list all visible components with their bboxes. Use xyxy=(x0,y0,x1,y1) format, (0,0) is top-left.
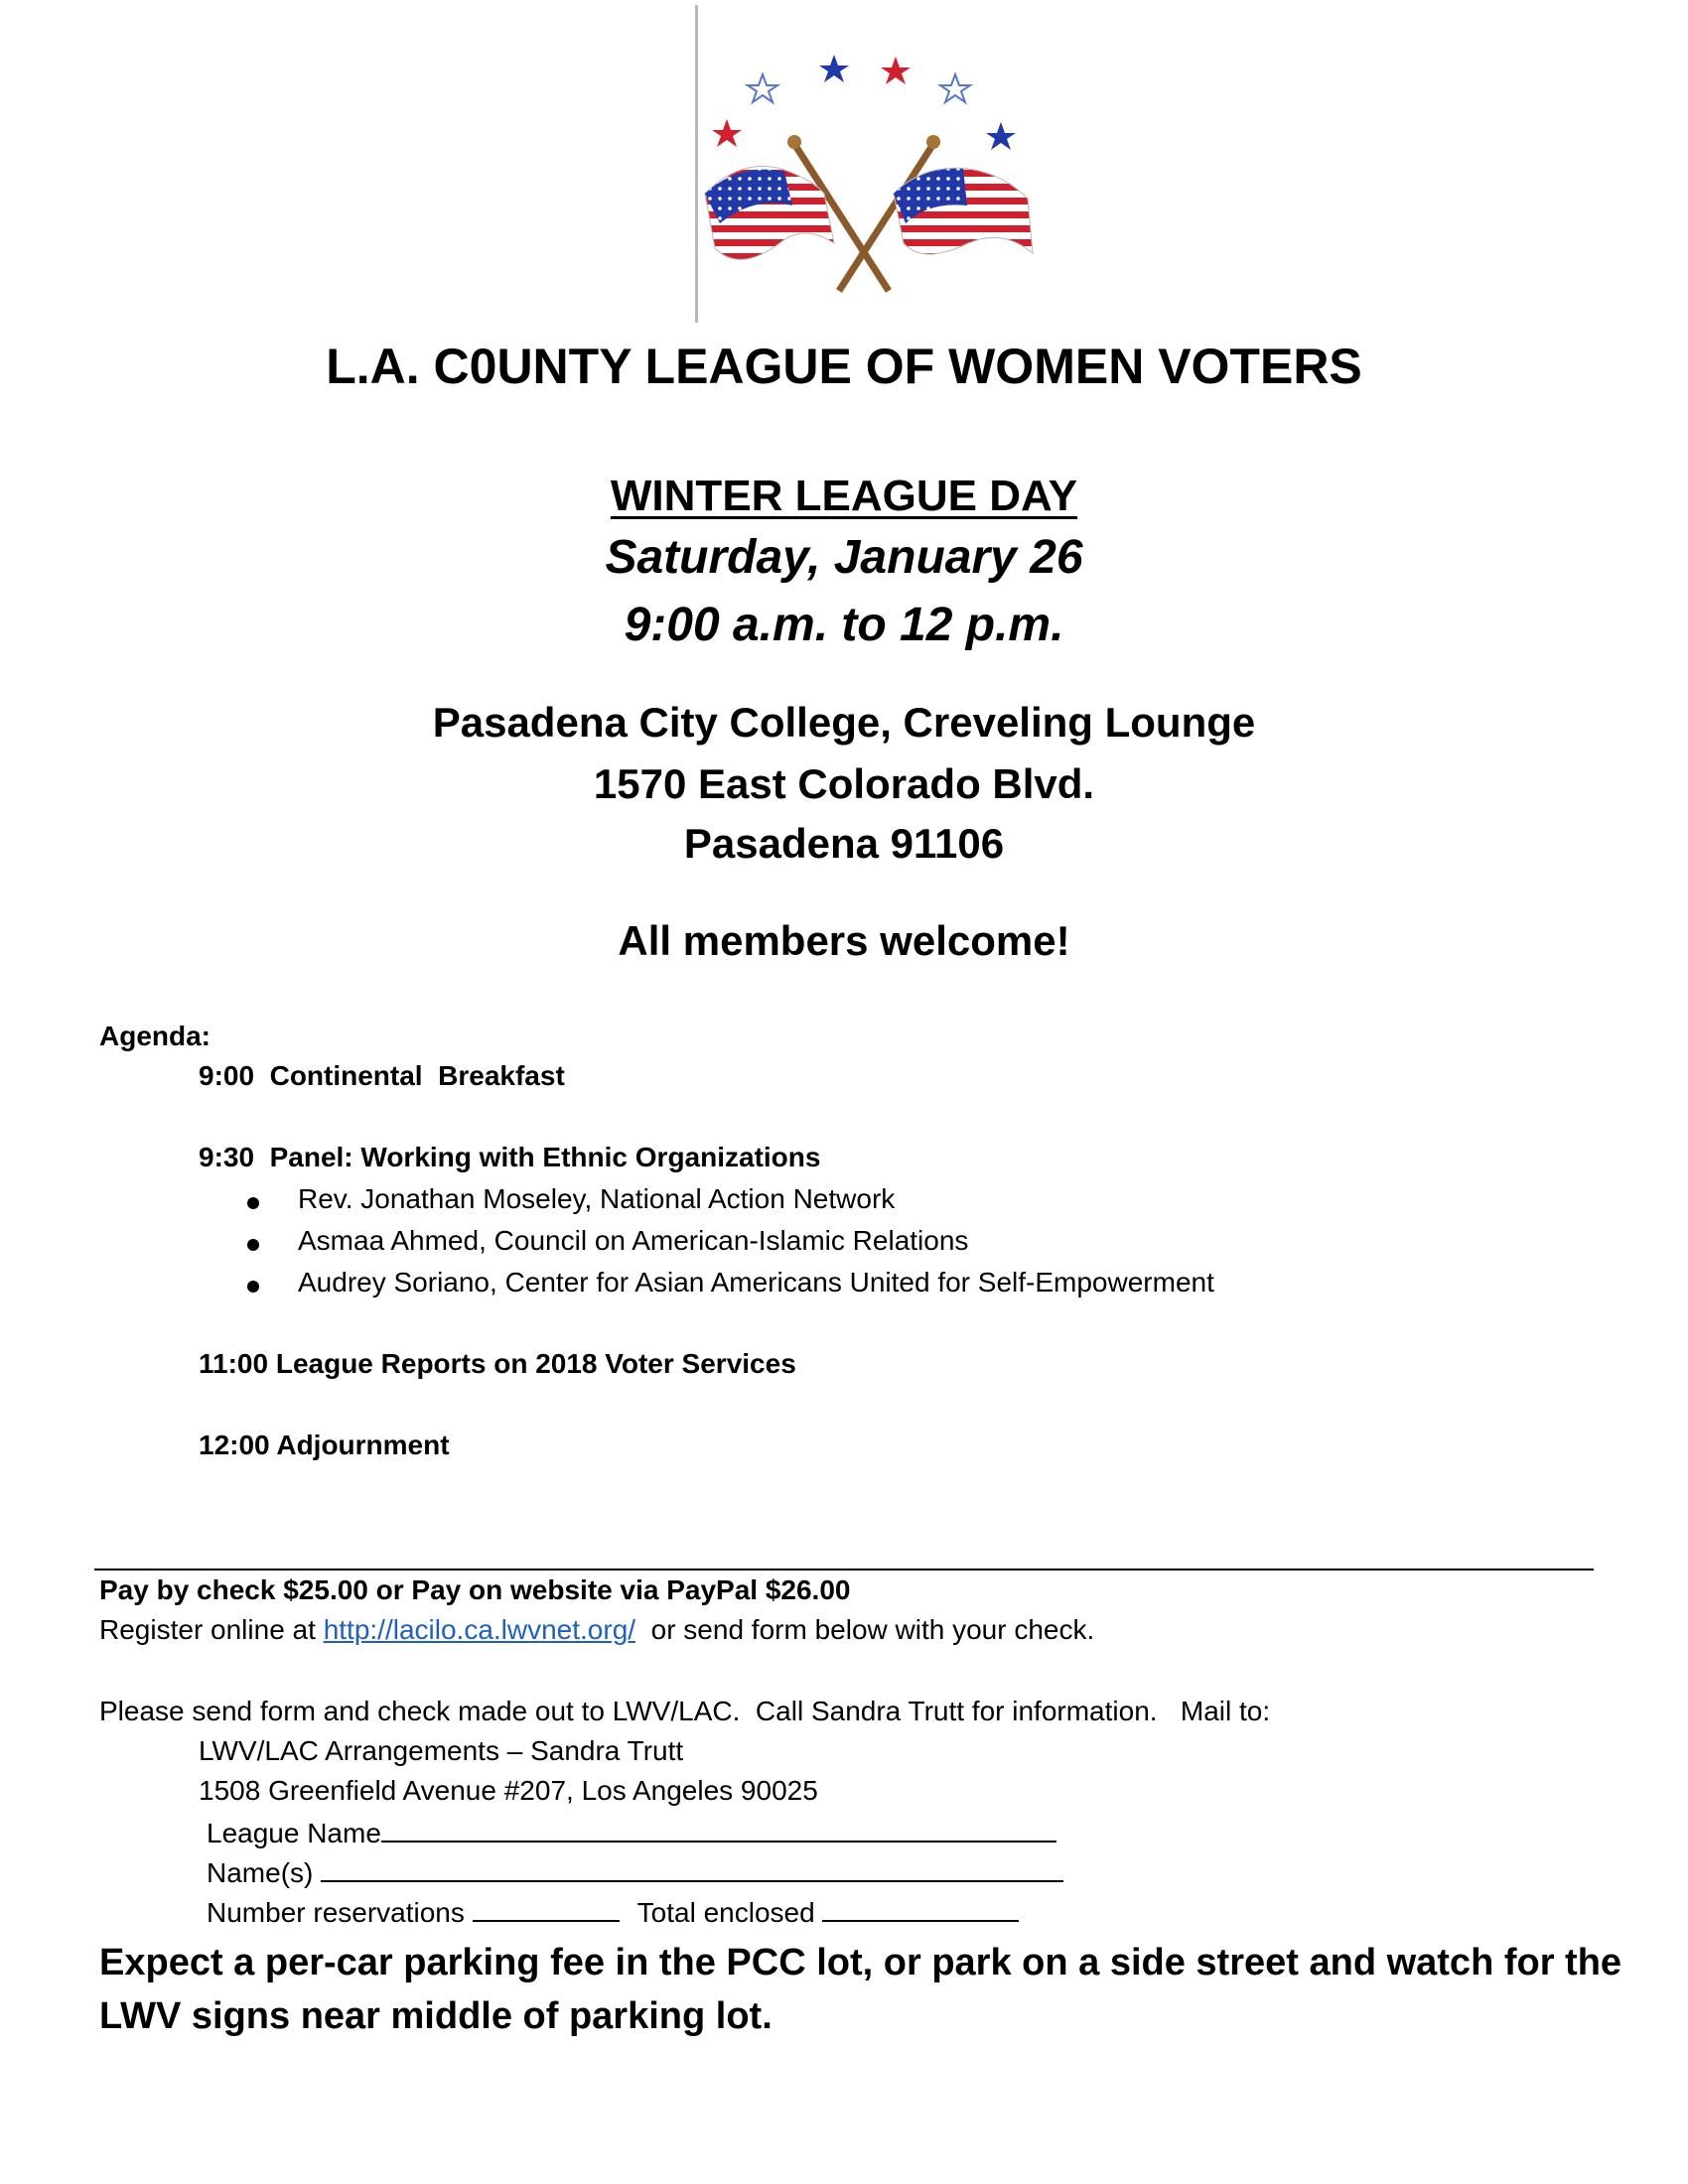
league-name-field[interactable] xyxy=(381,1813,1056,1843)
mail-address: 1508 Greenfield Avenue #207, Los Angeles 90025 xyxy=(199,1775,818,1806)
register-suffix: or send form below with your check. xyxy=(635,1614,1095,1645)
venue-name: Pasadena City College, Creveling Lounge xyxy=(432,699,1256,746)
event-date: Saturday, January 26 xyxy=(605,531,1083,584)
names-label: Name(s) xyxy=(207,1857,322,1888)
agenda-label: Agenda: xyxy=(99,1021,211,1051)
names-field[interactable] xyxy=(321,1852,1063,1882)
flag-pole-finial xyxy=(926,135,940,149)
total-enclosed-label: Total enclosed xyxy=(636,1897,823,1928)
panelist-item: Rev. Jonathan Moseley, National Action Network xyxy=(298,1183,896,1214)
parking-note: Expect a per-car parking fee in the PCC lot, or park on a side street and watch for the LWV signs near middle of parking lot. xyxy=(99,1942,1622,2037)
crossed-flags-logo xyxy=(685,45,1062,313)
panelist-item: Audrey Soriano, Center for Asian Americans United for Self-Empowerment xyxy=(298,1267,1214,1297)
bullet-icon xyxy=(247,1197,259,1209)
mail-recipient: LWV/LAC Arrangements – Sandra Trutt xyxy=(199,1735,684,1766)
star-icon xyxy=(986,122,1016,150)
agenda-item-panel: 9:30 Panel: Working with Ethnic Organizations xyxy=(199,1142,821,1172)
star-icon xyxy=(748,74,777,102)
agenda-item-adjournment: 12:00 Adjournment xyxy=(199,1430,450,1460)
venue-city: Pasadena 91106 xyxy=(683,820,1005,867)
event-name: WINTER LEAGUE DAY xyxy=(610,472,1078,520)
venue-street: 1570 East Colorado Blvd. xyxy=(593,760,1095,807)
payment-info: Pay by check $25.00 or Pay on website via PayPal $26.00 xyxy=(99,1574,851,1605)
total-enclosed-field[interactable] xyxy=(822,1892,1019,1922)
reservations-field[interactable] xyxy=(473,1892,620,1922)
register-prefix: Register online at xyxy=(99,1614,324,1645)
agenda-item-breakfast: 9:00 Continental Breakfast xyxy=(199,1060,565,1091)
names-row xyxy=(207,1852,1063,1891)
league-name-label: League Name xyxy=(207,1818,381,1848)
agenda-item-reports: 11:00 League Reports on 2018 Voter Services xyxy=(199,1348,796,1379)
registration-link[interactable]: http://lacilo.ca.lwvnet.org/ xyxy=(323,1614,636,1645)
register-online-line xyxy=(99,1612,1094,1648)
mail-instructions: Please send form and check made out to LWV/LAC. Call Sandra Trutt for information. Mail to: xyxy=(99,1696,1271,1726)
star-icon xyxy=(940,74,970,102)
star-icon xyxy=(819,55,849,82)
panelist-item: Asmaa Ahmed, Council on American-Islamic Relations xyxy=(298,1225,969,1256)
event-time: 9:00 a.m. to 12 p.m. xyxy=(624,599,1064,651)
reservations-row xyxy=(207,1892,1019,1931)
section-divider xyxy=(94,1569,1594,1570)
welcome-message: All members welcome! xyxy=(618,917,1070,964)
star-icon xyxy=(712,119,742,147)
league-name-row xyxy=(207,1813,1056,1851)
star-icon xyxy=(881,57,911,84)
bullet-icon xyxy=(247,1281,259,1293)
bullet-icon xyxy=(247,1239,259,1251)
flag-pole-finial xyxy=(787,135,801,149)
reservations-label: Number reservations xyxy=(207,1897,473,1928)
organization-title: L.A. C0UNTY LEAGUE OF WOMEN VOTERS xyxy=(326,339,1362,394)
